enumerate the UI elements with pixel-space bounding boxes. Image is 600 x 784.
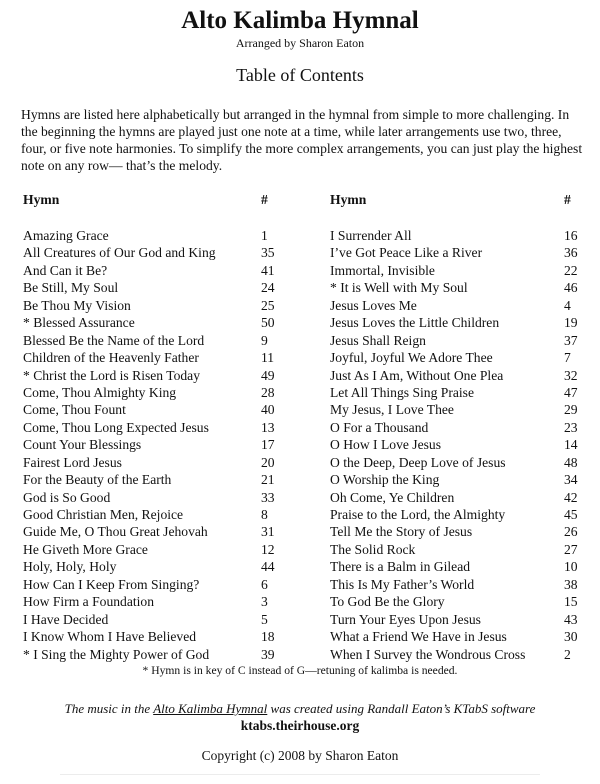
hymn-title: The Solid Rock	[330, 541, 416, 557]
hymn-entry	[330, 593, 590, 610]
footnote: * Hymn is in key of C instead of G—retuning of kalimba is needed.	[142, 664, 458, 677]
hymn-title: My Jesus, I Love Thee	[330, 402, 454, 418]
hymn-entry	[23, 576, 293, 593]
hymn-entry	[330, 332, 590, 349]
hymn-title: There is a Balm in Gilead	[330, 559, 471, 575]
hymn-title: Oh Come, Ye Children	[330, 489, 455, 505]
hymn-number: 3	[261, 594, 268, 610]
hymn-number: 30	[564, 629, 578, 645]
hymn-entry	[330, 576, 590, 593]
hymn-title: When I Survey the Wondrous Cross	[330, 646, 526, 662]
hymn-entry	[330, 367, 590, 384]
hymn-entry	[23, 628, 293, 645]
hymn-number: 47	[564, 384, 578, 400]
hymn-number: 5	[261, 611, 268, 627]
hymn-entry	[330, 611, 590, 628]
hymn-title: Be Still, My Soul	[23, 280, 119, 296]
hymn-title: Come, Thou Almighty King	[23, 384, 177, 400]
arranger-subtitle: Arranged by Sharon Eaton	[235, 36, 365, 50]
hymn-entry	[330, 401, 590, 418]
hymn-number: 45	[564, 507, 578, 522]
copyright-notice: Copyright (c) 2008 by Sharon Eaton	[201, 748, 399, 763]
hymn-entry	[23, 471, 293, 488]
hymn-number: 34	[564, 472, 578, 488]
hymn-title: Turn Your Eyes Upon Jesus	[330, 611, 481, 627]
left-hymn-list	[23, 227, 293, 663]
hymn-title: I’ve Got Peace Like a River	[330, 245, 483, 261]
hymn-number: 31	[261, 524, 275, 540]
hymn-title: Come, Thou Fount	[23, 402, 126, 418]
hymn-number: 25	[261, 297, 275, 313]
hymn-entry	[23, 558, 293, 575]
hymn-entry	[23, 262, 293, 279]
hymn-title: Just As I Am, Without One Plea	[330, 367, 504, 383]
hymn-title: He Giveth More Grace	[23, 541, 148, 557]
hymn-entry	[330, 646, 590, 663]
hymn-title: * I Sing the Mighty Power of God	[23, 646, 210, 662]
hymn-entry	[330, 419, 590, 436]
hymn-title: Jesus Loves the Little Children	[330, 315, 500, 331]
hymn-entry	[330, 279, 590, 296]
hymn-entry	[330, 297, 590, 314]
hymn-title: What a Friend We Have in Jesus	[330, 629, 507, 645]
hymn-entry	[23, 419, 293, 436]
hymn-title: I Know Whom I Have Believed	[23, 629, 197, 645]
hymn-title: How Firm a Foundation	[23, 594, 155, 610]
hymn-title: I Have Decided	[23, 611, 109, 627]
hymn-number: 46	[564, 280, 578, 296]
hymn-entry	[23, 314, 293, 331]
left-hymn-column-header: Hymn	[23, 192, 60, 207]
hymn-entry	[23, 436, 293, 453]
hymn-title: Fairest Lord Jesus	[23, 454, 122, 470]
right-hymn-column-header: Hymn	[330, 192, 367, 207]
hymn-number: 33	[261, 489, 275, 505]
hymn-entry	[23, 349, 293, 366]
hymn-entry	[23, 646, 293, 663]
hymn-entry	[23, 454, 293, 471]
hymn-number: 32	[564, 367, 578, 383]
hymn-title: * It is Well with My Soul	[330, 280, 468, 296]
hymn-title: For the Beauty of the Earth	[23, 472, 172, 488]
hymn-number: 27	[564, 541, 578, 557]
hymn-number: 16	[564, 228, 578, 243]
hymn-number: 9	[261, 332, 268, 348]
hymn-number: 26	[564, 524, 578, 540]
hymn-number: 39	[261, 646, 275, 662]
hymn-entry	[23, 593, 293, 610]
hymn-number: 44	[261, 559, 275, 575]
hymn-entry	[330, 471, 590, 488]
hymn-number: 17	[261, 437, 275, 453]
hymn-number: 20	[261, 454, 275, 470]
hymn-number: 6	[261, 576, 268, 592]
hymn-entry	[23, 523, 293, 540]
hymn-number: 24	[261, 280, 275, 296]
hymn-title: Amazing Grace	[23, 228, 109, 243]
hymn-entry	[330, 349, 590, 366]
hymn-entry	[23, 227, 293, 244]
hymn-entry	[23, 332, 293, 349]
right-number-column-header: #	[564, 192, 571, 207]
hymn-number: 2	[564, 646, 571, 662]
hymn-entry	[23, 384, 293, 401]
hymn-entry	[23, 401, 293, 418]
hymn-title: O Worship the King	[330, 472, 440, 488]
hymn-number: 35	[261, 245, 275, 261]
hymn-entry	[330, 558, 590, 575]
hymn-entry	[330, 506, 590, 523]
hymn-entry	[23, 279, 293, 296]
hymn-number: 19	[564, 315, 578, 331]
hymn-title: Count Your Blessings	[23, 437, 142, 453]
hymn-number: 37	[564, 332, 578, 348]
toc-heading: Table of Contents	[236, 65, 364, 85]
hymn-title: Immortal, Invisible	[330, 262, 435, 278]
hymn-title: Joyful, Joyful We Adore Thee	[330, 350, 493, 366]
hymn-title: O How I Love Jesus	[330, 437, 442, 453]
page-title: Alto Kalimba Hymnal	[181, 7, 419, 34]
hymn-title: How Can I Keep From Singing?	[23, 576, 200, 592]
hymn-title: Come, Thou Long Expected Jesus	[23, 419, 209, 435]
hymn-number: 29	[564, 402, 578, 418]
hymn-number: 28	[261, 384, 275, 400]
website-link[interactable]: ktabs.theirhouse.org	[240, 718, 360, 733]
hymn-number: 43	[564, 611, 578, 627]
hymn-title: O For a Thousand	[330, 419, 429, 435]
hymn-entry	[330, 628, 590, 645]
hymn-entry	[330, 384, 590, 401]
hymn-entry	[23, 489, 293, 506]
hymn-entry	[23, 611, 293, 628]
hymn-title: Let All Things Sing Praise	[330, 384, 474, 400]
hymn-entry	[330, 244, 590, 261]
hymn-number: 8	[261, 507, 268, 522]
hymn-title: Blessed Be the Name of the Lord	[23, 332, 205, 348]
hymn-number: 15	[564, 594, 578, 610]
hymn-entry	[330, 523, 590, 540]
hymn-number: 42	[564, 489, 578, 505]
hymn-number: 4	[564, 297, 571, 313]
hymn-title: This Is My Father’s World	[330, 576, 475, 592]
hymn-number: 14	[564, 437, 578, 453]
hymn-number: 50	[261, 315, 275, 331]
hymn-title: Holy, Holy, Holy	[23, 559, 117, 575]
hymn-title: I Surrender All	[330, 228, 412, 243]
hymn-number: 11	[261, 350, 275, 366]
software-credit	[0, 701, 600, 717]
hymn-title: Good Christian Men, Rejoice	[23, 507, 184, 522]
hymn-entry	[330, 314, 590, 331]
hymn-number: 7	[564, 350, 571, 366]
hymn-title: And Can it Be?	[23, 262, 108, 278]
credit-prefix: The music in the	[64, 701, 154, 716]
hymn-entry	[330, 227, 590, 244]
hymn-entry	[330, 262, 590, 279]
hymn-number: 1	[261, 228, 268, 243]
hymn-number: 18	[261, 629, 275, 645]
hymn-entry	[330, 489, 590, 506]
hymn-number: 21	[261, 472, 275, 488]
hymn-number: 41	[261, 262, 275, 278]
hymn-title: Jesus Loves Me	[330, 297, 417, 313]
intro-paragraph: Hymns are listed here alphabetically but arranged in the hymnal from simple to more challenging. In the beginning the hymns are played just one note at a time, while later arrangements use two, three, four, or five note harmonies. To simplify the more complex arrangements, you can just play the highest note on any row— that’s the melody.	[21, 107, 583, 173]
hymn-entry	[23, 244, 293, 261]
hymn-title: Children of the Heavenly Father	[23, 350, 199, 366]
hymn-entry	[23, 367, 293, 384]
credit-suffix: was created using Randall Eaton’s KTabS software	[267, 701, 536, 716]
hymn-number: 12	[261, 541, 275, 557]
hymn-number: 22	[564, 262, 578, 278]
hymnal-title-link: Alto Kalimba Hymnal	[153, 701, 268, 716]
hymn-entry	[330, 541, 590, 558]
hymn-number: 38	[564, 576, 578, 592]
hymn-number: 49	[261, 367, 275, 383]
hymn-title: Tell Me the Story of Jesus	[330, 524, 473, 540]
hymn-title: God is So Good	[23, 489, 111, 505]
hymn-title: Jesus Shall Reign	[330, 332, 426, 348]
hymn-title: Praise to the Lord, the Almighty	[330, 507, 506, 522]
hymn-number: 13	[261, 419, 275, 435]
left-number-column-header: #	[261, 192, 268, 207]
hymn-entry	[23, 506, 293, 523]
hymn-entry	[23, 297, 293, 314]
right-hymn-list	[330, 227, 590, 663]
hymn-number: 40	[261, 402, 275, 418]
hymn-title: * Christ the Lord is Risen Today	[23, 367, 201, 383]
hymn-entry	[330, 454, 590, 471]
hymn-entry	[23, 541, 293, 558]
hymn-number: 23	[564, 419, 578, 435]
hymn-number: 48	[564, 454, 578, 470]
hymn-number: 36	[564, 245, 578, 261]
hymn-title: Be Thou My Vision	[23, 297, 131, 313]
hymn-title: All Creatures of Our God and King	[23, 245, 216, 261]
hymn-title: * Blessed Assurance	[23, 315, 135, 331]
hymn-title: Guide Me, O Thou Great Jehovah	[23, 524, 208, 540]
hymn-title: O the Deep, Deep Love of Jesus	[330, 454, 506, 470]
hymn-number: 10	[564, 559, 578, 575]
hymn-entry	[330, 436, 590, 453]
hymn-title: To God Be the Glory	[330, 594, 445, 610]
